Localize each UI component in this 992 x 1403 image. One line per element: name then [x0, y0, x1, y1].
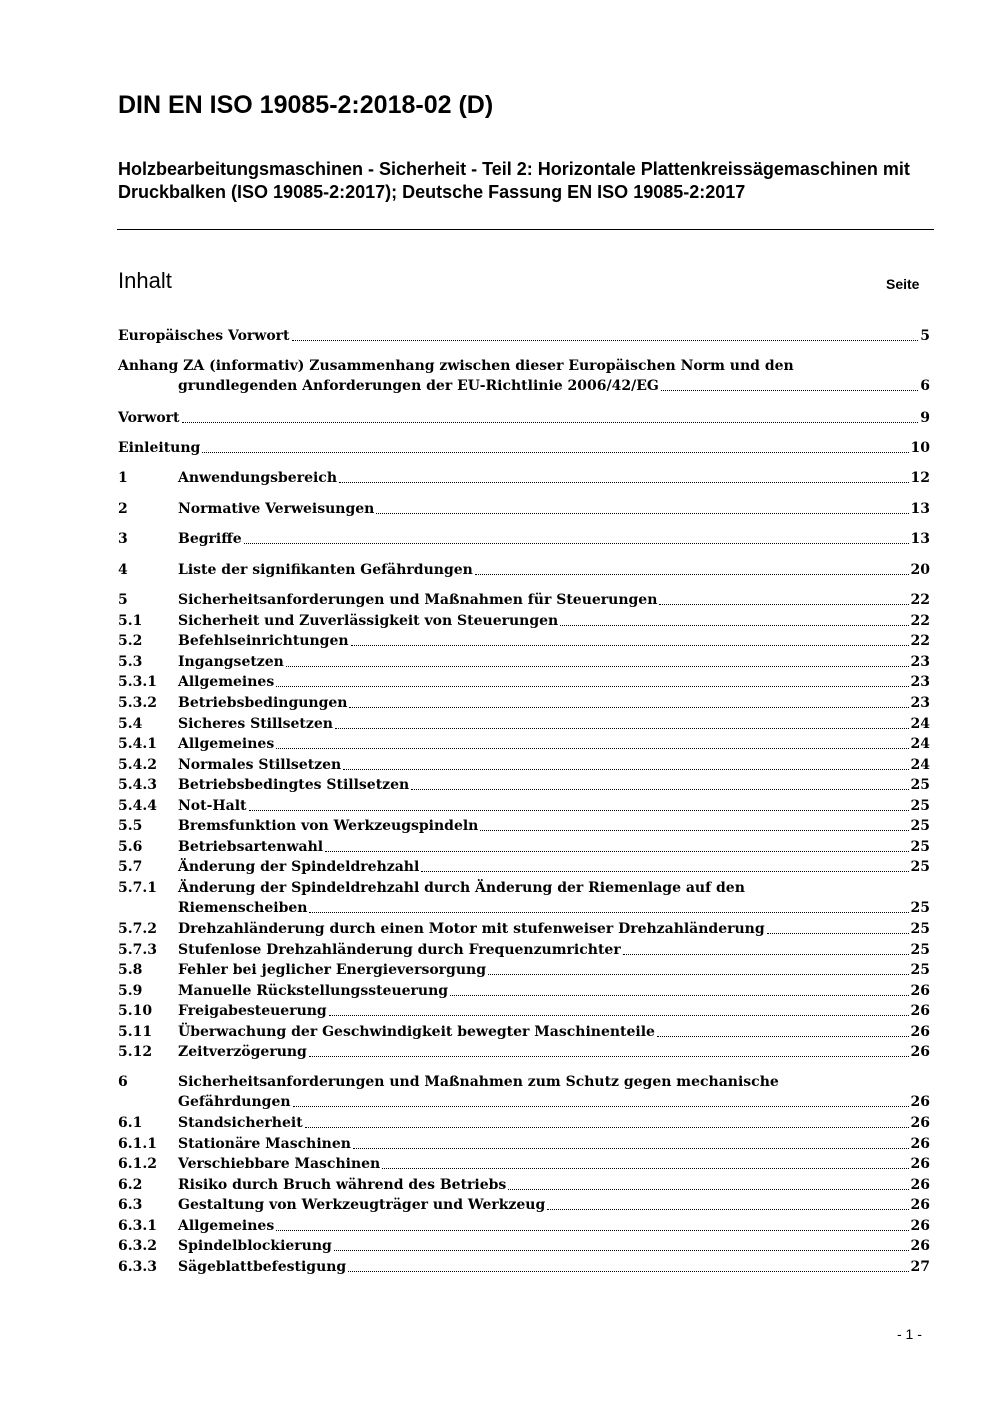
toc-entry-number: 6.1.2	[118, 1156, 157, 1172]
toc-entry[interactable]	[118, 734, 930, 754]
toc-entry[interactable]	[118, 755, 930, 775]
toc-entry-number: 4	[118, 562, 128, 578]
toc-entry-page: 22	[910, 592, 930, 608]
toc-entry-page: 23	[910, 674, 930, 690]
toc-entry-label: Allgemeines	[178, 736, 275, 752]
toc-dot-leader	[202, 452, 908, 453]
toc-entry[interactable]	[118, 672, 930, 692]
toc-entry-label: Verschiebbare Maschinen	[178, 1156, 381, 1172]
toc-entry-number: 5.7.1	[118, 880, 157, 896]
toc-dot-leader	[244, 543, 909, 544]
toc-entry-number: 6.3.1	[118, 1218, 157, 1234]
toc-entry-number: 5.12	[118, 1044, 153, 1060]
toc-dot-leader	[276, 1230, 908, 1231]
toc-dot-leader	[450, 995, 908, 996]
toc-entry-label: Fehler bei jeglicher Energieversorgung	[178, 962, 486, 978]
toc-entry[interactable]	[118, 1042, 930, 1062]
toc-entry-label: Sicherheitsanforderungen und Maßnahmen zum Schutz gegen mechanische	[178, 1074, 779, 1090]
toc-entry[interactable]	[118, 960, 930, 980]
toc-entry-label-continuation: Gefährdungen	[178, 1094, 291, 1110]
toc-dot-leader	[475, 574, 909, 575]
toc-entry-number: 5.4	[118, 716, 143, 732]
toc-entry-page: 26	[910, 1238, 930, 1254]
toc-entry-page: 25	[910, 777, 930, 793]
toc-entry[interactable]	[118, 919, 930, 939]
toc-entry-label: Anwendungsbereich	[178, 470, 337, 486]
toc-entry-label: Ingangsetzen	[178, 654, 284, 670]
toc-entry-page: 25	[910, 962, 930, 978]
toc-entry[interactable]	[118, 816, 930, 836]
toc-entry-label: Allgemeines	[178, 1218, 275, 1234]
toc-entry-number: 5.4.3	[118, 777, 157, 793]
toc-entry-page: 26	[910, 1136, 930, 1152]
toc-entry-page: 23	[910, 695, 930, 711]
toc-dot-leader	[661, 390, 918, 391]
toc-dot-leader	[353, 1148, 909, 1149]
toc-entry-page: 26	[910, 1044, 930, 1060]
toc-entry[interactable]	[118, 878, 930, 916]
toc-entry[interactable]	[118, 590, 930, 610]
toc-entry-label: Drehzahländerung durch einen Motor mit stufenweiser Drehzahländerung	[178, 921, 765, 937]
toc-entry[interactable]	[118, 1195, 930, 1215]
toc-entry[interactable]	[118, 1236, 930, 1256]
toc-entry-number: 1	[118, 470, 128, 486]
toc-entry-number: 5.7	[118, 859, 143, 875]
toc-dot-leader	[657, 1036, 909, 1037]
toc-dot-leader	[325, 851, 908, 852]
toc-entry-label: Freigabesteuerung	[178, 1003, 327, 1019]
toc-entry-number: 5	[118, 592, 128, 608]
toc-entry-number: 2	[118, 501, 128, 517]
toc-entry[interactable]	[118, 693, 930, 713]
toc-entry-label: Bremsfunktion von Werkzeugspindeln	[178, 818, 479, 834]
toc-entry-number: 5.6	[118, 839, 143, 855]
toc-entry-page: 26	[910, 1197, 930, 1213]
toc-entry-label: Anhang ZA (informativ) Zusammenhang zwischen dieser Europäischen Norm und den	[118, 358, 794, 374]
toc-entry[interactable]	[118, 1216, 930, 1236]
toc-entry-label: Spindelblockierung	[178, 1238, 332, 1254]
toc-dot-leader	[329, 1015, 909, 1016]
toc-entry[interactable]	[118, 1257, 930, 1277]
toc-dot-leader	[421, 871, 908, 872]
table-of-contents	[118, 0, 930, 1403]
toc-dot-leader	[276, 748, 908, 749]
toc-dot-leader	[767, 933, 909, 934]
toc-dot-leader	[309, 1056, 909, 1057]
toc-entry-page: 26	[910, 1094, 930, 1110]
toc-entry-number: 6.1	[118, 1115, 143, 1131]
toc-entry-page: 5	[920, 328, 930, 344]
toc-entry[interactable]	[118, 837, 930, 857]
toc-dot-leader	[560, 625, 908, 626]
toc-entry[interactable]	[118, 356, 930, 394]
toc-dot-leader	[488, 974, 909, 975]
toc-entry[interactable]	[118, 652, 930, 672]
toc-entry-number: 6.2	[118, 1177, 143, 1193]
toc-entry-label: Normative Verweisungen	[178, 501, 375, 517]
toc-dot-leader	[508, 1189, 908, 1190]
toc-dot-leader	[292, 340, 919, 341]
toc-entry[interactable]	[118, 714, 930, 734]
toc-entry-page: 23	[910, 654, 930, 670]
toc-heading: Inhalt	[118, 268, 172, 293]
toc-dot-leader	[309, 912, 908, 913]
toc-entry-number: 5.4.1	[118, 736, 157, 752]
toc-entry-label: Befehlseinrichtungen	[178, 633, 349, 649]
toc-entry-page: 26	[910, 1003, 930, 1019]
toc-entry-page: 25	[910, 818, 930, 834]
toc-dot-leader	[480, 830, 908, 831]
toc-entry-number: 6.1.1	[118, 1136, 157, 1152]
toc-entry-page: 24	[910, 757, 930, 773]
toc-entry-label: Stationäre Maschinen	[178, 1136, 351, 1152]
toc-entry-label: Sägeblattbefestigung	[178, 1259, 347, 1275]
toc-entry-page: 13	[910, 501, 930, 517]
toc-entry-label-continuation: Riemenscheiben	[178, 900, 308, 916]
toc-entry-label: Stufenlose Drehzahländerung durch Frequenzumrichter	[178, 942, 621, 958]
toc-entry-number: 5.8	[118, 962, 143, 978]
toc-dot-leader	[348, 1271, 908, 1272]
toc-entry-number: 5.2	[118, 633, 143, 649]
toc-entry-number: 5.3.2	[118, 695, 157, 711]
toc-dot-leader	[276, 686, 908, 687]
toc-dot-leader	[547, 1209, 908, 1210]
toc-entry[interactable]	[118, 1001, 930, 1021]
toc-dot-leader	[351, 645, 909, 646]
toc-entry-number: 5.11	[118, 1024, 153, 1040]
toc-entry-number: 3	[118, 531, 128, 547]
toc-entry-label: Sicherheit und Zuverlässigkeit von Steuerungen	[178, 613, 559, 629]
toc-entry[interactable]	[118, 326, 930, 346]
toc-entry[interactable]	[118, 631, 930, 651]
toc-entry-page: 24	[910, 736, 930, 752]
toc-dot-leader	[305, 1127, 909, 1128]
toc-entry-number: 5.10	[118, 1003, 153, 1019]
toc-entry-label: Risiko durch Bruch während des Betriebs	[178, 1177, 507, 1193]
toc-entry[interactable]	[118, 1175, 930, 1195]
toc-entry-label: Sicheres Stillsetzen	[178, 716, 333, 732]
toc-entry-number: 5.3.1	[118, 674, 157, 690]
toc-entry-page: 25	[910, 921, 930, 937]
page-footer-number: - 1 -	[897, 1326, 922, 1342]
toc-entry-page: 6	[920, 378, 930, 394]
toc-entry-label: Manuelle Rückstellungssteuerung	[178, 983, 449, 999]
toc-entry-page: 26	[910, 1115, 930, 1131]
toc-entry-label: Zeitverzögerung	[178, 1044, 307, 1060]
toc-entry-label: Liste der signifikanten Gefährdungen	[178, 562, 473, 578]
toc-entry-page: 22	[910, 633, 930, 649]
toc-dot-leader	[334, 1250, 909, 1251]
toc-entry-label: Normales Stillsetzen	[178, 757, 342, 773]
toc-dot-leader	[293, 1106, 909, 1107]
toc-entry-label: Überwachung der Geschwindigkeit bewegter Maschinenteile	[178, 1024, 655, 1040]
toc-entry-number: 5.5	[118, 818, 143, 834]
toc-entry-label: Vorwort	[118, 410, 180, 426]
toc-entry[interactable]	[118, 560, 930, 580]
toc-entry-page: 26	[910, 983, 930, 999]
toc-entry-label: Betriebsartenwahl	[178, 839, 324, 855]
toc-entry-label: Begriffe	[178, 531, 242, 547]
toc-entry-page: 25	[910, 859, 930, 875]
toc-entry[interactable]	[118, 796, 930, 816]
toc-entry[interactable]	[118, 981, 930, 1001]
toc-entry[interactable]	[118, 408, 930, 428]
toc-entry-page: 25	[910, 798, 930, 814]
toc-dot-leader	[623, 954, 909, 955]
document-title: DIN EN ISO 19085-2:2018-02 (D)	[118, 91, 494, 119]
toc-entry-number: 5.3	[118, 654, 143, 670]
toc-entry[interactable]	[118, 438, 930, 458]
toc-dot-leader	[182, 422, 919, 423]
toc-entry-number: 6.3.2	[118, 1238, 157, 1254]
toc-entry[interactable]	[118, 529, 930, 549]
toc-entry-page: 25	[910, 942, 930, 958]
toc-dot-leader	[339, 482, 909, 483]
toc-page-column-label: Seite	[886, 276, 920, 292]
toc-entry-page: 26	[910, 1218, 930, 1234]
toc-dot-leader	[376, 513, 908, 514]
toc-entry[interactable]	[118, 1113, 930, 1133]
toc-entry-page: 27	[910, 1259, 930, 1275]
toc-entry-page: 26	[910, 1024, 930, 1040]
toc-entry-number: 5.4.2	[118, 757, 157, 773]
toc-entry-label: Not-Halt	[178, 798, 247, 814]
toc-entry[interactable]	[118, 1134, 930, 1154]
toc-entry-page: 26	[910, 1177, 930, 1193]
toc-dot-leader	[343, 769, 908, 770]
toc-entry-label: Änderung der Spindeldrehzahl	[178, 859, 420, 875]
toc-entry-label: Sicherheitsanforderungen und Maßnahmen für Steuerungen	[178, 592, 658, 608]
toc-entry-label: Änderung der Spindeldrehzahl durch Änderung der Riemenlage auf den	[178, 880, 745, 896]
toc-entry-number: 6.3.3	[118, 1259, 157, 1275]
toc-entry-label: Standsicherheit	[178, 1115, 303, 1131]
toc-entry[interactable]	[118, 857, 930, 877]
toc-entry-page: 26	[910, 1156, 930, 1172]
toc-entry-label: Europäisches Vorwort	[118, 328, 290, 344]
toc-entry-page: 20	[910, 562, 930, 578]
toc-dot-leader	[249, 810, 909, 811]
toc-entry-page: 22	[910, 613, 930, 629]
toc-entry-page: 25	[910, 900, 930, 916]
toc-entry[interactable]	[118, 611, 930, 631]
toc-entry-label: Allgemeines	[178, 674, 275, 690]
toc-entry-page: 12	[910, 470, 930, 486]
toc-dot-leader	[349, 707, 908, 708]
toc-entry-page: 25	[910, 839, 930, 855]
toc-entry[interactable]	[118, 1022, 930, 1042]
toc-entry-label: Betriebsbedingungen	[178, 695, 348, 711]
toc-entry[interactable]	[118, 499, 930, 519]
toc-entry-page: 24	[910, 716, 930, 732]
toc-entry-label: Einleitung	[118, 440, 201, 456]
toc-entry-page: 10	[910, 440, 930, 456]
toc-entry-number: 5.1	[118, 613, 143, 629]
toc-dot-leader	[286, 666, 909, 667]
toc-entry-page: 9	[920, 410, 930, 426]
toc-entry[interactable]	[118, 775, 930, 795]
toc-entry-label: Betriebsbedingtes Stillsetzen	[178, 777, 410, 793]
toc-entry-number: 5.4.4	[118, 798, 157, 814]
toc-entry[interactable]	[118, 1154, 930, 1174]
toc-dot-leader	[659, 604, 908, 605]
toc-entry-number: 5.9	[118, 983, 143, 999]
toc-dot-leader	[382, 1168, 908, 1169]
toc-entry-number: 5.7.3	[118, 942, 157, 958]
toc-entry-number: 6.3	[118, 1197, 143, 1213]
toc-entry-label: Gestaltung von Werkzeugträger und Werkzeug	[178, 1197, 546, 1213]
toc-entry-number: 5.7.2	[118, 921, 157, 937]
toc-entry-page: 13	[910, 531, 930, 547]
toc-entry[interactable]	[118, 468, 930, 488]
toc-dot-leader	[335, 728, 909, 729]
toc-entry[interactable]	[118, 940, 930, 960]
toc-dot-leader	[411, 789, 908, 790]
toc-entry[interactable]	[118, 1072, 930, 1110]
toc-entry-number: 6	[118, 1074, 128, 1090]
document-subtitle: Holzbearbeitungsmaschinen - Sicherheit - Teil 2: Horizontale Plattenkreissägemaschinen mit Druckbalken (ISO 19085-2:2017); Deutsche Fassung EN ISO 19085-2:2017	[118, 159, 910, 202]
toc-entry-label-continuation: grundlegenden Anforderungen der EU-Richtlinie 2006/42/EG	[178, 378, 659, 394]
